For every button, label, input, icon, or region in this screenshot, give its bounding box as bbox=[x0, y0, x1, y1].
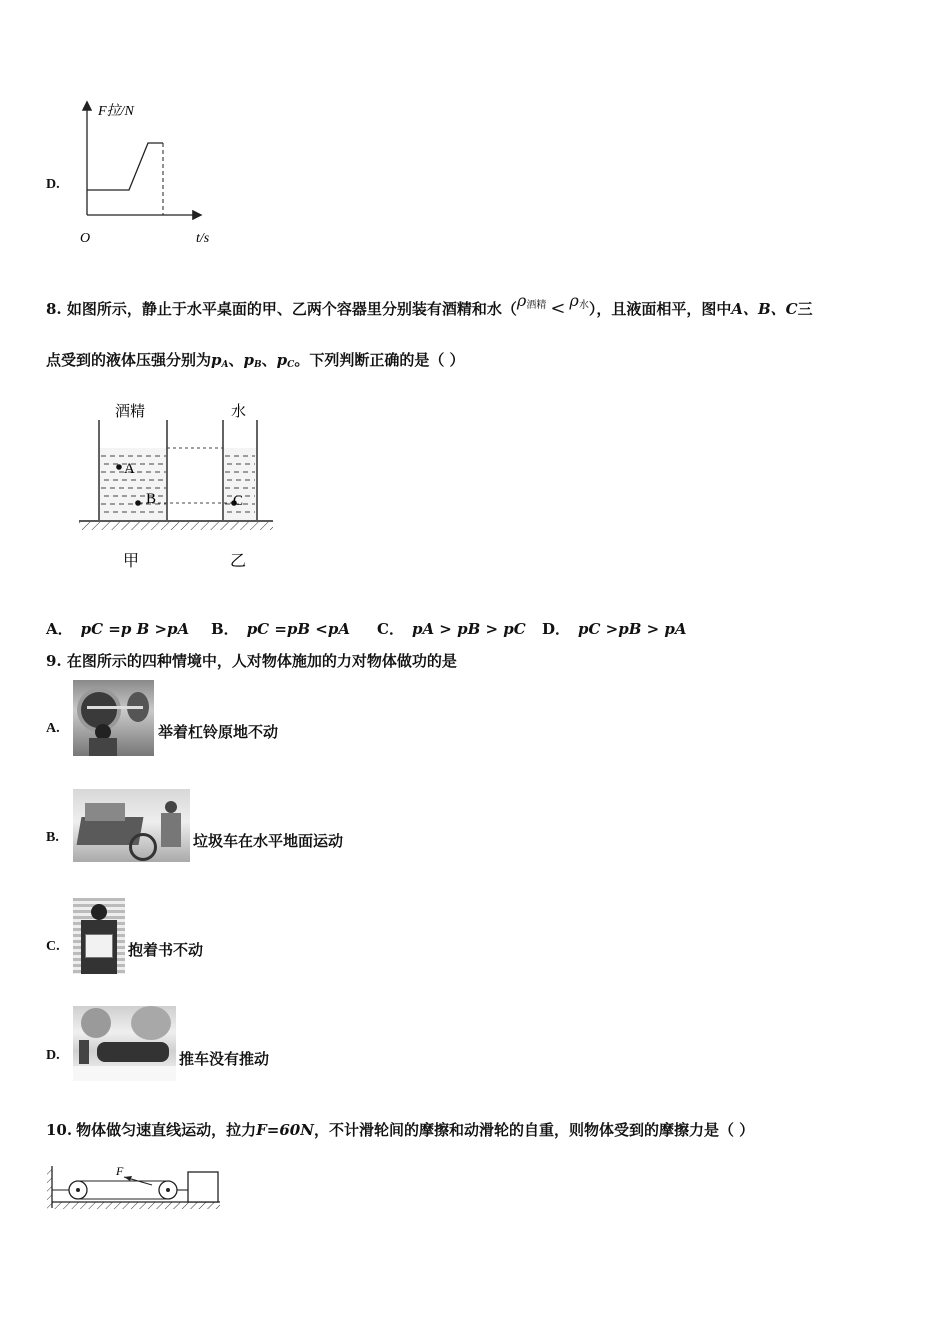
origin-label: O bbox=[80, 231, 91, 246]
pc: $p_C$ bbox=[276, 351, 295, 370]
q8-option-d[interactable]: D． pC >pB > pA bbox=[542, 620, 687, 638]
x-axis-label: t/s bbox=[196, 231, 210, 246]
garbage-cart-photo bbox=[73, 789, 190, 862]
q7-option-d-label: D. bbox=[46, 177, 60, 192]
q9-option-a-text[interactable]: 举着杠铃原地不动 bbox=[158, 723, 279, 741]
q9-option-b-text[interactable]: 垃圾车在水平地面运动 bbox=[193, 832, 344, 850]
pb: $p_B$ bbox=[243, 351, 262, 370]
point-a-label: A bbox=[124, 461, 135, 477]
point-b-dot bbox=[135, 500, 141, 506]
q10-question: 10. 物体做匀速直线运动，拉力F=60N，不计滑轮间的摩擦和动滑轮的自重，则物体受到的摩擦力是（ ） bbox=[46, 1121, 755, 1139]
q9-option-a-letter: A. bbox=[46, 721, 60, 736]
force-arrow-head bbox=[124, 1176, 132, 1181]
q8-line1 bbox=[46, 291, 813, 319]
container-jia-label: 甲 bbox=[123, 551, 140, 570]
q9-option-c-text[interactable]: 抱着书不动 bbox=[128, 941, 204, 959]
point-c-label: C bbox=[233, 493, 244, 509]
q9-question: 9. 在图所示的四种情境中，人对物体施加的力对物体做功的是 bbox=[46, 652, 457, 670]
moving-pulley-axle bbox=[166, 1188, 170, 1192]
force-label: F bbox=[116, 1164, 124, 1178]
q8-points: A、B、C bbox=[731, 300, 798, 318]
q8-text-c: 三 bbox=[797, 300, 813, 318]
pa: $p_A$ bbox=[211, 351, 229, 370]
pushing-car-photo bbox=[73, 1006, 176, 1081]
water-label: 水 bbox=[231, 402, 247, 420]
water-liquid bbox=[224, 448, 256, 520]
q10-pulley-figure bbox=[46, 1158, 222, 1218]
block bbox=[188, 1172, 218, 1202]
q9-option-d-text[interactable]: 推车没有推动 bbox=[179, 1050, 270, 1068]
point-b-label: B bbox=[146, 491, 157, 507]
q9-option-b-letter: B. bbox=[46, 830, 59, 845]
wall-hatch bbox=[47, 1166, 52, 1210]
q8-number: 8. bbox=[46, 300, 62, 318]
alcohol-label: 酒精 bbox=[115, 402, 146, 420]
alcohol-liquid bbox=[99, 448, 167, 520]
force-curve bbox=[87, 143, 163, 190]
point-a-dot bbox=[116, 464, 122, 470]
q8-option-c[interactable]: C． pA > pB > pC bbox=[377, 620, 526, 638]
holding-books-photo bbox=[73, 898, 125, 974]
q8-option-b[interactable]: B． pC =pB <pA bbox=[211, 620, 350, 638]
q7-graph bbox=[70, 95, 230, 250]
q9-option-d-letter: D. bbox=[46, 1048, 60, 1063]
less-than: < bbox=[550, 298, 566, 319]
rho-alcohol: $\rho_{酒精}$ bbox=[516, 291, 547, 311]
q8-line2: 点受到的液体压强分别为$p_A$、$p_B$、$p_C$。下列判断正确的是（ ） bbox=[46, 351, 465, 370]
q8-text-a: 如图所示，静止于水平桌面的甲、乙两个容器里分别装有酒精和水（ bbox=[66, 300, 517, 318]
rho-water: $\rho_水$ bbox=[569, 291, 589, 311]
q8-containers-figure bbox=[75, 398, 285, 576]
barbell-photo bbox=[73, 680, 154, 756]
ground-hatch bbox=[52, 1202, 220, 1209]
q9-option-c-letter: C. bbox=[46, 939, 60, 954]
fixed-pulley-axle bbox=[76, 1188, 80, 1192]
y-axis-label: F拉/N bbox=[98, 104, 134, 119]
table-hatch bbox=[79, 522, 273, 530]
container-yi-label: 乙 bbox=[230, 551, 247, 570]
q8-text-b: ），且液面相平，图中 bbox=[588, 300, 732, 318]
q8-option-a[interactable]: A． pC =p B >pA bbox=[46, 620, 190, 638]
